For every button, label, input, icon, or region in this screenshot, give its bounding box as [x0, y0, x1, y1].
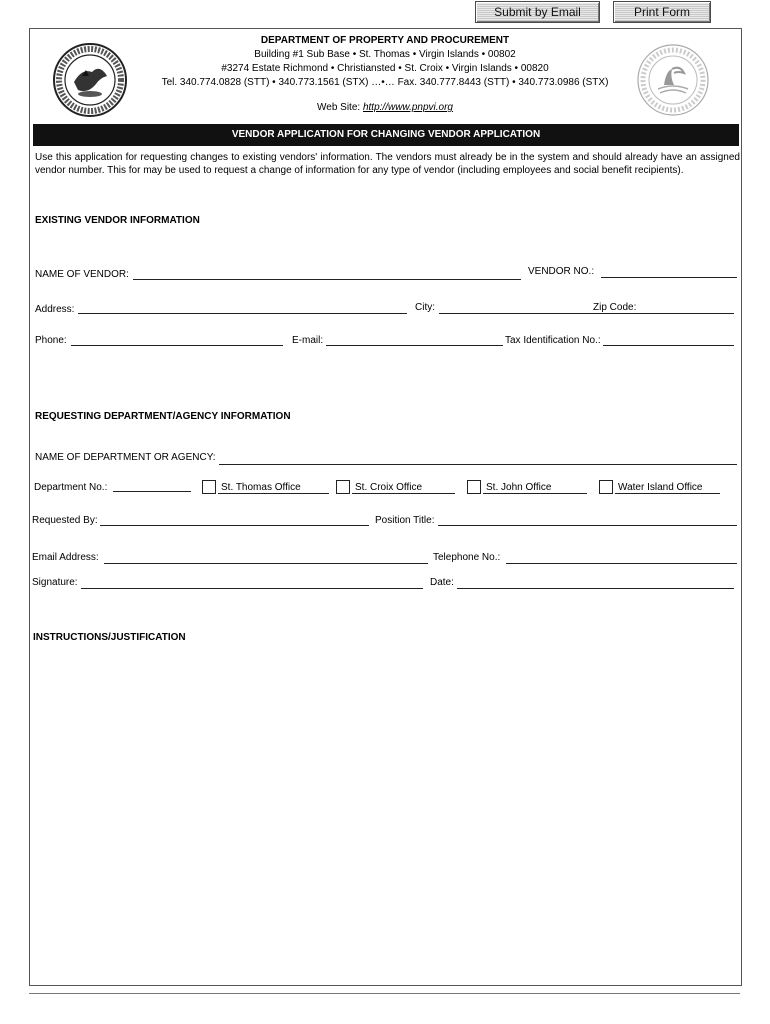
water-island-underline	[615, 493, 720, 494]
st-croix-checkbox[interactable]	[336, 480, 350, 494]
st-thomas-underline	[218, 493, 329, 494]
org-name: DEPARTMENT OF PROPERTY AND PROCUREMENT	[260, 35, 510, 46]
signature-label: Signature:	[32, 577, 78, 588]
email-label: E-mail:	[292, 335, 324, 346]
water-island-checkbox[interactable]	[599, 480, 613, 494]
print-form-button[interactable]: Print Form	[613, 1, 711, 23]
email-field[interactable]	[326, 345, 503, 346]
position-title-field[interactable]	[438, 525, 737, 526]
form-title-banner: VENDOR APPLICATION FOR CHANGING VENDOR APPLICATION	[33, 124, 739, 146]
tax-id-label: Tax Identification No.:	[505, 335, 601, 346]
phone-label: Phone:	[35, 335, 67, 346]
address-field[interactable]	[78, 313, 407, 314]
bottom-rule	[29, 993, 740, 994]
phone-line: Tel. 340.774.0828 (STT) • 340.773.1561 (STX) …•… Fax. 340.777.8443 (STT) • 340.773.0986 (STX)	[161, 77, 609, 88]
intro-text: Use this application for requesting changes to existing vendors' information. The vendors must already be in the system and should already have an assigned vendor number. This for may be used to request a change of information for any type of vendor (including employees and social benefit recipients).	[35, 152, 740, 176]
address-label: Address:	[35, 304, 75, 315]
st-john-underline	[483, 493, 587, 494]
requested-by-label: Requested By:	[32, 515, 98, 526]
st-john-checkbox[interactable]	[467, 480, 481, 494]
date-field[interactable]	[457, 588, 734, 589]
st-croix-underline	[352, 493, 455, 494]
telephone-field[interactable]	[506, 563, 737, 564]
dept-no-field[interactable]	[113, 491, 191, 492]
phone-field[interactable]	[71, 345, 283, 346]
instructions-textarea[interactable]	[33, 650, 737, 975]
signature-field[interactable]	[81, 588, 423, 589]
website-line	[0, 102, 770, 113]
city-field[interactable]	[439, 313, 734, 314]
city-label: City:	[415, 302, 435, 313]
dept-name-label: NAME OF DEPARTMENT OR AGENCY:	[35, 452, 216, 463]
website-link[interactable]: http://www.pnpvi.org	[362, 102, 453, 113]
dept-name-field[interactable]	[219, 464, 737, 465]
st-thomas-label: St. Thomas Office	[221, 482, 301, 493]
dept-no-label: Department No.:	[34, 482, 108, 493]
vendor-no-label: VENDOR NO.:	[528, 266, 595, 277]
instructions-heading: INSTRUCTIONS/JUSTIFICATION	[33, 632, 186, 643]
address-line-1: Building #1 Sub Base • St. Thomas • Virgin Islands • 00802	[254, 49, 516, 60]
vendor-name-field[interactable]	[133, 279, 521, 280]
telephone-label: Telephone No.:	[433, 552, 501, 563]
date-label: Date:	[430, 577, 454, 588]
email-address-label: Email Address:	[32, 552, 99, 563]
submit-by-email-button[interactable]: Submit by Email	[475, 1, 600, 23]
position-title-label: Position Title:	[375, 515, 435, 526]
zip-code-label: Zip Code:	[593, 302, 637, 313]
requested-by-field[interactable]	[100, 525, 369, 526]
st-john-label: St. John Office	[486, 482, 552, 493]
tax-id-field[interactable]	[603, 345, 734, 346]
vendor-name-label: NAME OF VENDOR:	[35, 269, 129, 280]
water-island-label: Water Island Office	[618, 482, 703, 493]
website-label: Web Site:	[317, 102, 361, 113]
st-croix-label: St. Croix Office	[355, 482, 423, 493]
vendor-no-field[interactable]	[601, 277, 737, 278]
requesting-dept-heading: REQUESTING DEPARTMENT/AGENCY INFORMATION	[35, 411, 291, 422]
address-line-2: #3274 Estate Richmond • Christiansted • St. Croix • Virgin Islands • 00820	[221, 63, 549, 74]
st-thomas-checkbox[interactable]	[202, 480, 216, 494]
existing-vendor-heading: EXISTING VENDOR INFORMATION	[35, 215, 200, 226]
email-address-field[interactable]	[104, 563, 428, 564]
